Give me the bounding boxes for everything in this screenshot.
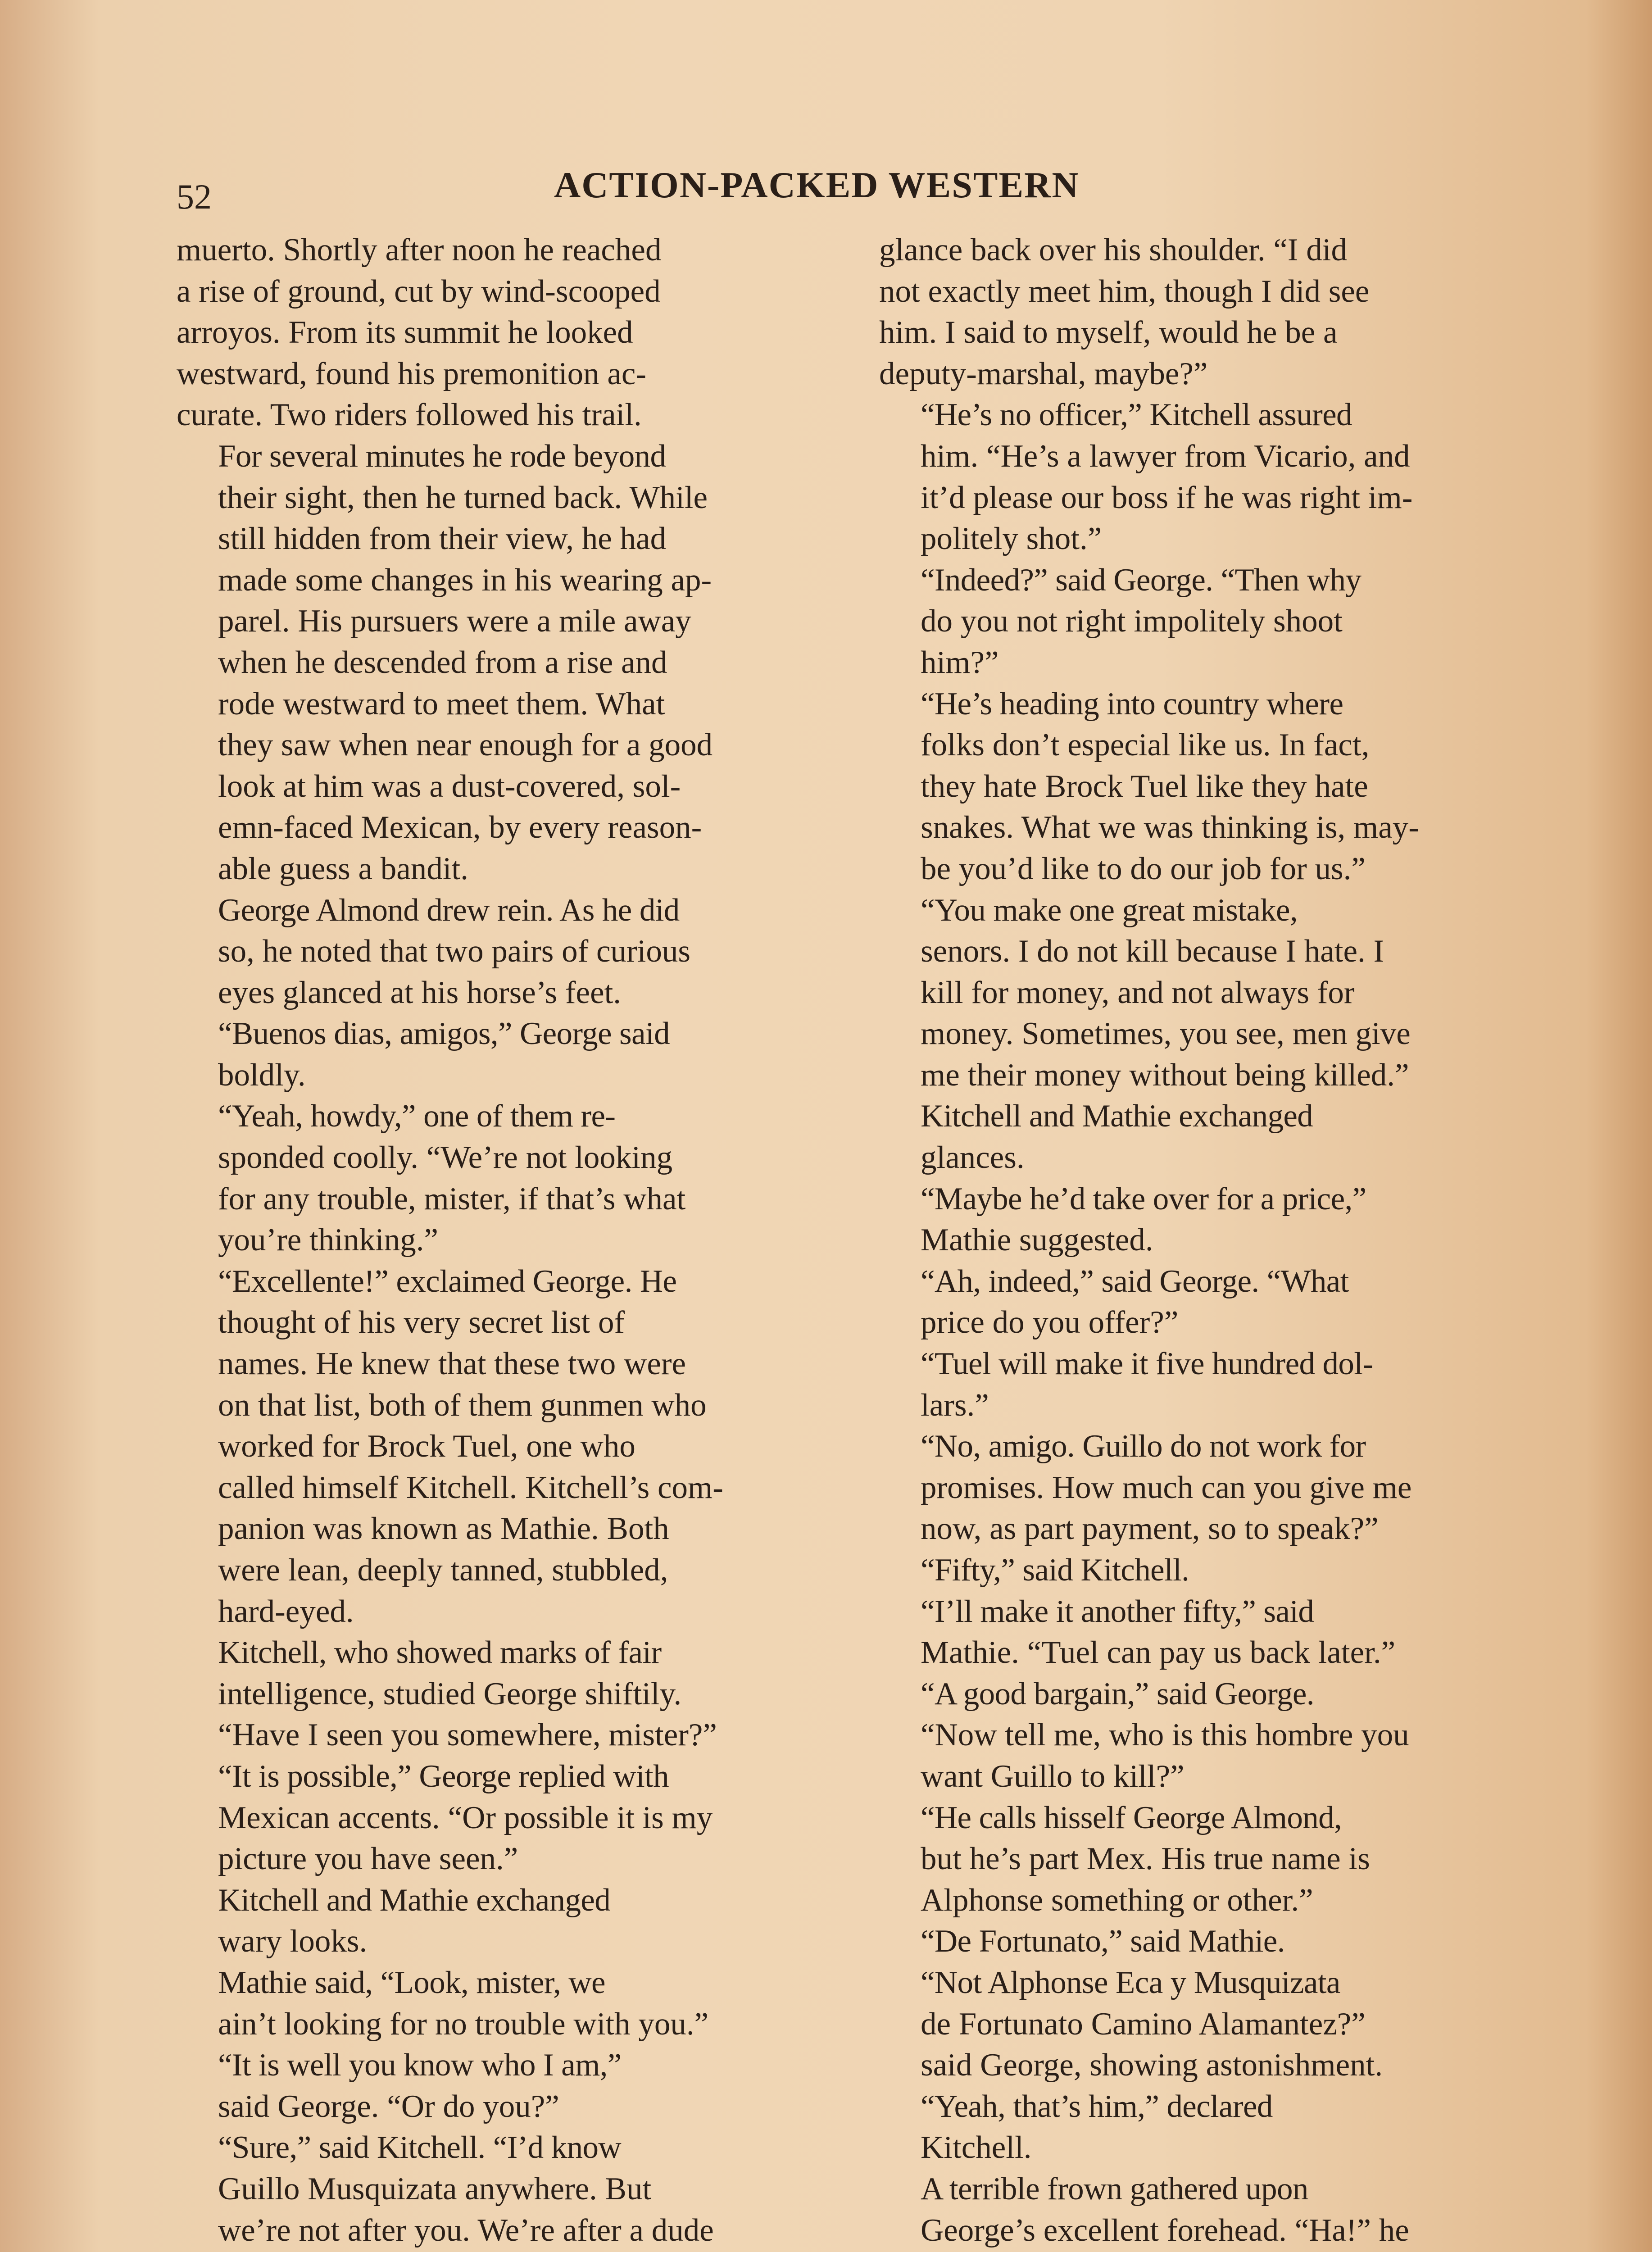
text-line: him. I said to myself, would he be a: [879, 315, 1338, 350]
paragraph: [879, 1962, 1550, 2086]
text-line: “It is well you know who I am,”: [218, 2048, 622, 2083]
text-line: so, he noted that two pairs of curious: [218, 934, 691, 969]
text-line: George Almond drew rein. As he did: [218, 892, 680, 928]
paragraph: [879, 1921, 1550, 1962]
paragraph: [879, 890, 1550, 1096]
text-line: a rise of ground, cut by wind-scooped: [177, 273, 661, 309]
paragraph: [879, 2169, 1550, 2252]
text-line: now, as part payment, so to speak?”: [921, 1511, 1379, 1547]
paragraph: [177, 1096, 843, 1261]
text-line: want Guillo to kill?”: [921, 1758, 1185, 1794]
paragraph: [177, 1013, 843, 1096]
paragraph: [177, 2045, 843, 2127]
paragraph: [177, 1756, 843, 1880]
text-line: they saw when near enough for a good: [218, 727, 713, 763]
text-line: “Fifty,” said Kitchell.: [921, 1553, 1189, 1588]
text-line: names. He knew that these two were: [218, 1346, 686, 1382]
paragraph: [879, 1674, 1550, 1798]
text-line: still hidden from their view, he had: [218, 521, 667, 557]
paragraph: [879, 1426, 1550, 1550]
right-text-column: [879, 230, 1550, 2252]
text-line: but he’s part Mex. His true name is: [921, 1841, 1370, 1877]
text-line: you’re thinking.”: [218, 1222, 438, 1258]
text-line: Kitchell.: [921, 2130, 1032, 2166]
text-line: picture you have seen.”: [218, 1841, 518, 1877]
paragraph: [177, 1880, 843, 1962]
text-line: “Indeed?” said George. “Then why: [921, 562, 1362, 598]
paragraph: [177, 1261, 843, 1632]
text-line: “Sure,” said Kitchell. “I’d know: [218, 2130, 621, 2166]
text-line: “Have I seen you somewhere, mister?”: [218, 1717, 717, 1753]
text-line: worked for Brock Tuel, one who: [218, 1429, 635, 1464]
paragraph: [879, 1096, 1550, 1178]
text-line: wary looks.: [218, 1924, 368, 1959]
text-line: “He calls hisself George Almond,: [921, 1800, 1342, 1835]
text-line: “Not Alphonse Eca y Musquizata: [921, 1965, 1340, 2000]
text-line: panion was known as Mathie. Both: [218, 1511, 669, 1547]
text-line: “Excellente!” exclaimed George. He: [218, 1263, 677, 1299]
paragraph: [177, 436, 843, 890]
text-line: on that list, both of them gunmen who: [218, 1387, 707, 1423]
text-line: “No, amigo. Guillo do not work for: [921, 1429, 1366, 1464]
paragraph: [177, 890, 843, 1014]
paragraph: [879, 1179, 1550, 1261]
text-line: “Tuel will make it five hundred dol-: [921, 1346, 1373, 1382]
paragraph: [879, 395, 1550, 559]
text-line: curate. Two riders followed his trail.: [177, 397, 642, 433]
text-line: “Ah, indeed,” said George. “What: [921, 1263, 1349, 1299]
text-line: westward, found his premonition ac-: [177, 356, 647, 391]
left-text-column: [177, 230, 843, 2252]
text-line: “He’s heading into country where: [921, 686, 1343, 722]
text-line: boldly.: [218, 1057, 306, 1093]
text-line: Kitchell and Mathie exchanged: [218, 1882, 611, 1918]
text-line: be you’d like to do our job for us.”: [921, 851, 1366, 886]
paragraph: [177, 1962, 843, 2045]
text-line: Mathie suggested.: [921, 1222, 1153, 1258]
text-line: A terrible frown gathered upon: [921, 2171, 1308, 2207]
text-line: said George. “Or do you?”: [218, 2089, 559, 2124]
text-line: eyes glanced at his horse’s feet.: [218, 975, 622, 1010]
text-line: glances.: [921, 1140, 1025, 1176]
text-line: sponded coolly. “We’re not looking: [218, 1140, 673, 1176]
text-line: “He’s no officer,” Kitchell assured: [921, 397, 1352, 433]
text-line: they hate Brock Tuel like they hate: [921, 768, 1368, 804]
text-line: look at him was a dust-covered, sol-: [218, 768, 681, 804]
paragraph: [879, 1798, 1550, 1921]
text-line: George’s excellent forehead. “Ha!” he: [921, 2212, 1409, 2248]
text-line: “A good bargain,” said George.: [921, 1676, 1314, 1712]
paragraph: [879, 230, 1550, 395]
text-line: “Yeah, howdy,” one of them re-: [218, 1099, 616, 1134]
text-line: hard-eyed.: [218, 1594, 354, 1629]
paragraph: [879, 1344, 1550, 1426]
text-line: price do you offer?”: [921, 1305, 1179, 1340]
text-line: it’d please our boss if he was right im-: [921, 480, 1413, 515]
text-line: when he descended from a rise and: [218, 645, 667, 680]
text-line: promises. How much can you give me: [921, 1470, 1412, 1505]
text-line: “Yeah, that’s him,” declared: [921, 2089, 1273, 2124]
text-line: said George, showing astonishment.: [921, 2048, 1383, 2083]
text-line: him?”: [921, 645, 999, 680]
text-line: called himself Kitchell. Kitchell’s com-: [218, 1470, 723, 1505]
text-line: him. “He’s a lawyer from Vicario, and: [921, 438, 1410, 474]
text-line: were lean, deeply tanned, stubbled,: [218, 1553, 668, 1588]
text-line: we’re not after you. We’re after a dude: [218, 2212, 714, 2248]
text-line: “Now tell me, who is this hombre you: [921, 1717, 1409, 1753]
paragraph: [879, 1591, 1550, 1674]
text-line: muerto. Shortly after noon he reached: [177, 232, 662, 268]
paragraph: [879, 1550, 1550, 1591]
text-line: intelligence, studied George shiftily.: [218, 1676, 682, 1712]
paragraph: [177, 2127, 843, 2252]
text-line: deputy-marshal, maybe?”: [879, 356, 1208, 391]
paragraph: [879, 560, 1550, 684]
text-line: Guillo Musquizata anywhere. But: [218, 2171, 652, 2207]
text-line: “I’ll make it another fifty,” said: [921, 1594, 1314, 1629]
text-line: made some changes in his wearing ap-: [218, 562, 712, 598]
page-number: 52: [177, 177, 212, 216]
text-line: money. Sometimes, you see, men give: [921, 1016, 1411, 1052]
text-line: their sight, then he turned back. While: [218, 480, 708, 515]
text-line: Alphonse something or other.”: [921, 1882, 1313, 1918]
text-line: lars.”: [921, 1387, 989, 1423]
text-line: rode westward to meet them. What: [218, 686, 665, 722]
text-line: me their money without being killed.”: [921, 1057, 1409, 1093]
paragraph: [879, 2086, 1550, 2169]
text-line: able guess a bandit.: [218, 851, 469, 886]
text-line: Kitchell, who showed marks of fair: [218, 1635, 662, 1671]
paragraph: [177, 230, 843, 436]
running-head: ACTION-PACKED WESTERN: [554, 164, 1080, 205]
text-line: parel. His pursuers were a mile away: [218, 604, 691, 639]
paragraph: [177, 1632, 843, 1756]
paragraph: [879, 684, 1550, 890]
text-line: Kitchell and Mathie exchanged: [921, 1099, 1313, 1134]
text-line: “Buenos dias, amigos,” George said: [218, 1016, 670, 1052]
text-line: For several minutes he rode beyond: [218, 438, 666, 474]
paragraph: [879, 1261, 1550, 1344]
text-line: for any trouble, mister, if that’s what: [218, 1181, 686, 1217]
text-line: Mathie. “Tuel can pay us back later.”: [921, 1635, 1396, 1671]
text-line: Mexican accents. “Or possible it is my: [218, 1800, 713, 1835]
text-line: senors. I do not kill because I hate. I: [921, 934, 1384, 969]
text-line: politely shot.”: [921, 521, 1102, 557]
text-line: not exactly meet him, though I did see: [879, 273, 1370, 309]
text-line: snakes. What we was thinking is, may-: [921, 810, 1419, 845]
text-line: emn-faced Mexican, by every reason-: [218, 810, 702, 845]
text-line: kill for money, and not always for: [921, 975, 1355, 1010]
text-line: do you not right impolitely shoot: [921, 604, 1343, 639]
text-line: de Fortunato Camino Alamantez?”: [921, 2006, 1366, 2042]
text-line: “Maybe he’d take over for a price,”: [921, 1181, 1366, 1217]
text-line: glance back over his shoulder. “I did: [879, 232, 1348, 268]
text-line: ain’t looking for no trouble with you.”: [218, 2006, 709, 2042]
text-line: arroyos. From its summit he looked: [177, 315, 633, 350]
text-line: folks don’t especial like us. In fact,: [921, 727, 1370, 763]
text-line: “De Fortunato,” said Mathie.: [921, 1924, 1285, 1959]
text-line: thought of his very secret list of: [218, 1305, 625, 1340]
text-line: “It is possible,” George replied with: [218, 1758, 669, 1794]
text-line: “You make one great mistake,: [921, 892, 1298, 928]
text-line: Mathie said, “Look, mister, we: [218, 1965, 605, 2000]
